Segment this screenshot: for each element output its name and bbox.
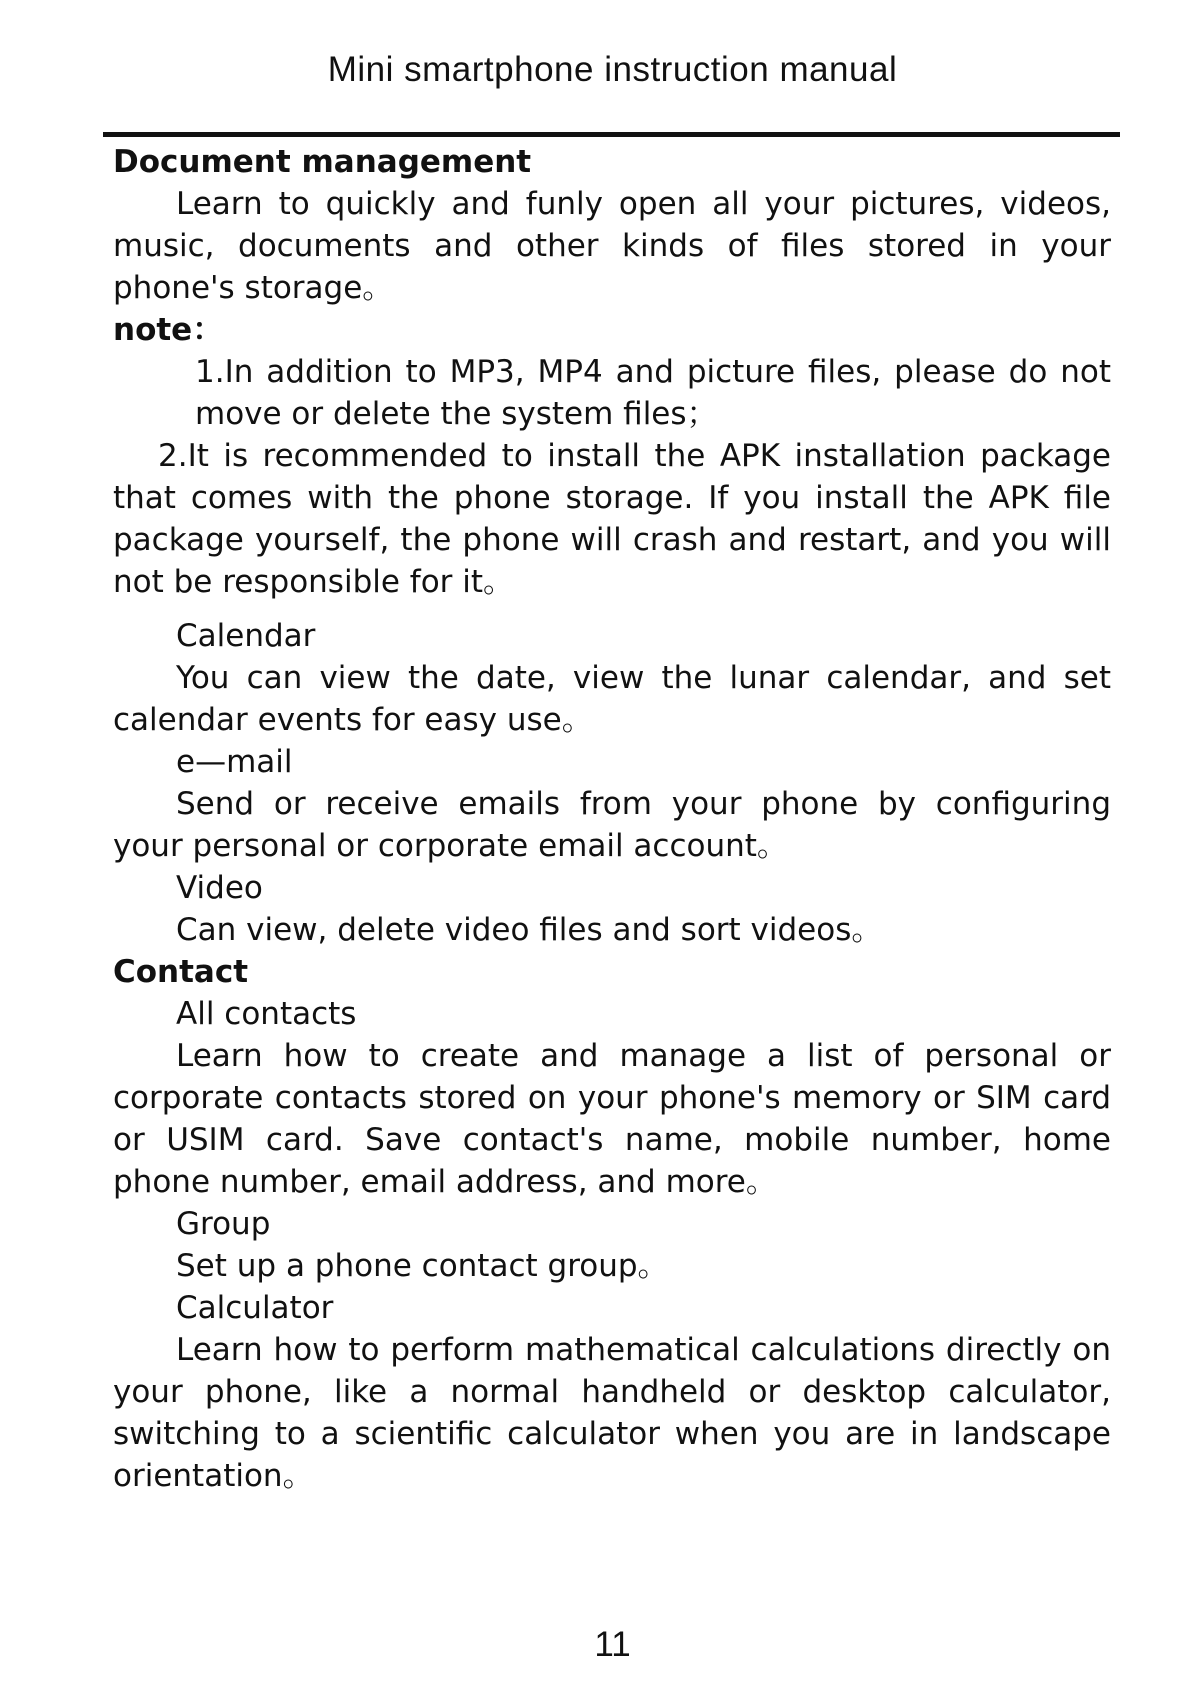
note-item-2: 2.It is recommended to install the APK installation package that comes with the phone storage. If you install the APK file package yourself, the phone will crash and restart, and you will not be responsible for it。 — [113, 438, 1111, 600]
all-contacts-body: Learn how to create and manage a list of personal or corporate contacts stored on your phone's memory or SIM card or USIM card. Save contact's name, mobile number, home phone number, email address, and more。 — [113, 1038, 1111, 1200]
calculator-title: Calculator — [176, 1290, 334, 1326]
calendar-title: Calendar — [176, 618, 316, 654]
email-title: e—mail — [176, 744, 293, 780]
all-contacts-title: All contacts — [176, 996, 357, 1032]
email-body: Send or receive emails from your phone by configuring your personal or corporate email account。 — [113, 786, 1111, 864]
note-item-1: 1.In addition to MP3, MP4 and picture files, please do not move or delete the system files； — [195, 354, 1111, 432]
section-heading-contact: Contact — [113, 954, 249, 990]
group-body: Set up a phone contact group。 — [176, 1248, 669, 1284]
section-heading-document-management: Document management — [113, 144, 532, 180]
calculator-body: Learn how to perform mathematical calculations directly on your phone, like a normal handheld or desktop calculator, switching to a scientific calculator when you are in landscape orientation。 — [113, 1332, 1111, 1494]
video-title: Video — [176, 870, 263, 906]
document-management-body: Learn to quickly and funly open all your pictures, videos, music, documents and other kinds of files stored in your phone's storage。 — [113, 186, 1111, 306]
video-body: Can view, delete video files and sort videos。 — [176, 912, 883, 948]
header-divider — [103, 132, 1120, 137]
note-label: note： — [113, 312, 224, 348]
page-content — [113, 141, 1111, 1497]
page-header-title: Mini smartphone instruction manual — [327, 50, 898, 89]
calendar-body: You can view the date, view the lunar calendar, and set calendar events for easy use。 — [113, 660, 1111, 738]
page-number: 11 — [594, 1625, 631, 1664]
group-title: Group — [176, 1206, 271, 1242]
